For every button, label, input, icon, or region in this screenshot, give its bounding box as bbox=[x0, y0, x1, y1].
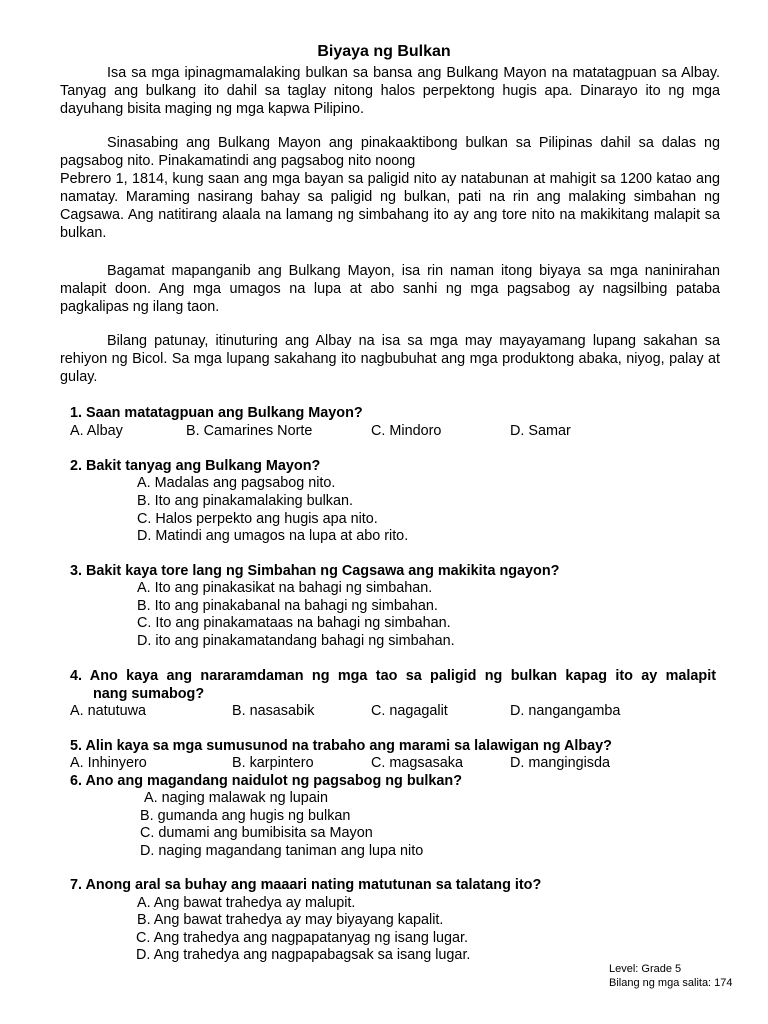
question-6-option-b: B. gumanda ang hugis ng bulkan bbox=[140, 808, 351, 824]
question-3-option-c: C. Ito ang pinakamataas na bahagi ng simbahan. bbox=[137, 615, 451, 631]
question-6-option-a: A. naging malawak ng lupain bbox=[144, 790, 329, 806]
question-7-option-c: C. Ang trahedya ang nagpapatanyag ng isang lugar. bbox=[136, 930, 469, 946]
page-title: Biyaya ng Bulkan bbox=[317, 43, 451, 60]
question-4-option-c: C. nagagalit bbox=[371, 703, 448, 719]
footer-word-count: Bilang ng mga salita: 174 bbox=[609, 977, 733, 989]
question-5-option-d: D. mangingisda bbox=[510, 755, 610, 771]
question-7: 7. Anong aral sa buhay ang maaari nating matutunan sa talatang ito? bbox=[70, 877, 542, 893]
question-4-option-a: A. natutuwa bbox=[70, 703, 147, 719]
question-6: 6. Ano ang magandang naidulot ng pagsabog ng bulkan? bbox=[70, 773, 463, 789]
question-4-option-d: D. nangangamba bbox=[510, 703, 621, 719]
question-3-option-d: D. ito ang pinakamatandang bahagi ng simbahan. bbox=[137, 633, 455, 649]
paragraph-4: Bilang patunay, itinuturing ang Albay na isa sa mga may mayayamang lupang sakahan sa rehiyon ng Bicol. Sa mga lupang sakahang ito nagbubuhat ang mga produktong abaka, niyog, palay at gulay. bbox=[60, 333, 720, 385]
question-4: 4. Ano kaya ang nararamdaman ng mga tao sa paligid ng bulkan kapag ito ay malapit bbox=[70, 668, 716, 684]
question-4-option-b: B. nasasabik bbox=[232, 703, 315, 719]
question-1-option-d: D. Samar bbox=[510, 423, 571, 439]
question-1-option-a: A. Albay bbox=[70, 423, 123, 439]
question-2-option-a: A. Madalas ang pagsabog nito. bbox=[137, 475, 336, 491]
question-2-option-b: B. Ito ang pinakamalaking bulkan. bbox=[137, 493, 354, 509]
paragraph-3: Bagamat mapanganib ang Bulkang Mayon, isa rin naman itong biyaya sa mga naninirahan malapit doon. Ang mga umagos na lupa at abo sanhi ng mga pagsabog ay nagsilbing pataba pagkalipas ng ilang taon. bbox=[60, 263, 720, 315]
paragraph-2-continuation: Pebrero 1, 1814, kung saan ang mga bayan sa paligid nito ay natabunan at mahigit sa 1200 katao ang namatay. Maraming nasirang bahay sa paligid ng bulkan, pati na rin ang malaking simbahan ng Cagsawa. Ang natitirang alaala na lamang ng simbahang ito ay ang tore nito na makikitang malapit sa bulkan. bbox=[60, 171, 720, 241]
question-2: 2. Bakit tanyag ang Bulkang Mayon? bbox=[70, 458, 321, 474]
question-1-option-b: B. Camarines Norte bbox=[186, 423, 313, 439]
question-3-option-a: A. Ito ang pinakasikat na bahagi ng simbahan. bbox=[137, 580, 433, 596]
paragraph-2: Sinasabing ang Bulkang Mayon ang pinakaaktibong bulkan sa Pilipinas dahil sa dalas ng pagsabog nito. Pinakamatindi ang pagsabog nito noong bbox=[60, 135, 720, 169]
question-5: 5. Alin kaya sa mga sumusunod na trabaho ang marami sa lalawigan ng Albay? bbox=[70, 738, 612, 754]
question-5-option-b: B. karpintero bbox=[232, 755, 314, 771]
question-6-option-c: C. dumami ang bumibisita sa Mayon bbox=[140, 825, 373, 841]
question-7-option-a: A. Ang bawat trahedya ay malupit. bbox=[137, 895, 356, 911]
footer-level: Level: Grade 5 bbox=[609, 963, 682, 975]
question-2-option-c: C. Halos perpekto ang hugis apa nito. bbox=[137, 511, 378, 527]
question-1-option-c: C. Mindoro bbox=[371, 423, 442, 439]
question-3-option-b: B. Ito ang pinakabanal na bahagi ng simbahan. bbox=[137, 598, 438, 614]
question-1: 1. Saan matatagpuan ang Bulkang Mayon? bbox=[70, 405, 363, 421]
question-2-option-d: D. Matindi ang umagos na lupa at abo rito. bbox=[137, 528, 409, 544]
question-6-option-d: D. naging magandang taniman ang lupa nito bbox=[140, 843, 424, 859]
question-5-option-a: A. Inhinyero bbox=[70, 755, 147, 771]
question-5-option-c: C. magsasaka bbox=[371, 755, 463, 771]
paragraph-1: Isa sa mga ipinagmamalaking bulkan sa bansa ang Bulkang Mayon na matatagpuan sa Albay. Tanyag ang bulkang ito dahil sa taglay nitong halos perpektong hugis apa. Dinarayo ito ng mga dayuhang bisita maging ng mga kapwa Pilipino. bbox=[60, 65, 720, 117]
question-7-option-d: D. Ang trahedya ang nagpapabagsak sa isang lugar. bbox=[136, 947, 471, 963]
question-7-option-b: B. Ang bawat trahedya ay may biyayang kapalit. bbox=[137, 912, 444, 928]
question-3: 3. Bakit kaya tore lang ng Simbahan ng Cagsawa ang makikita ngayon? bbox=[70, 563, 560, 579]
question-4-continuation: nang sumabog? bbox=[93, 686, 205, 702]
